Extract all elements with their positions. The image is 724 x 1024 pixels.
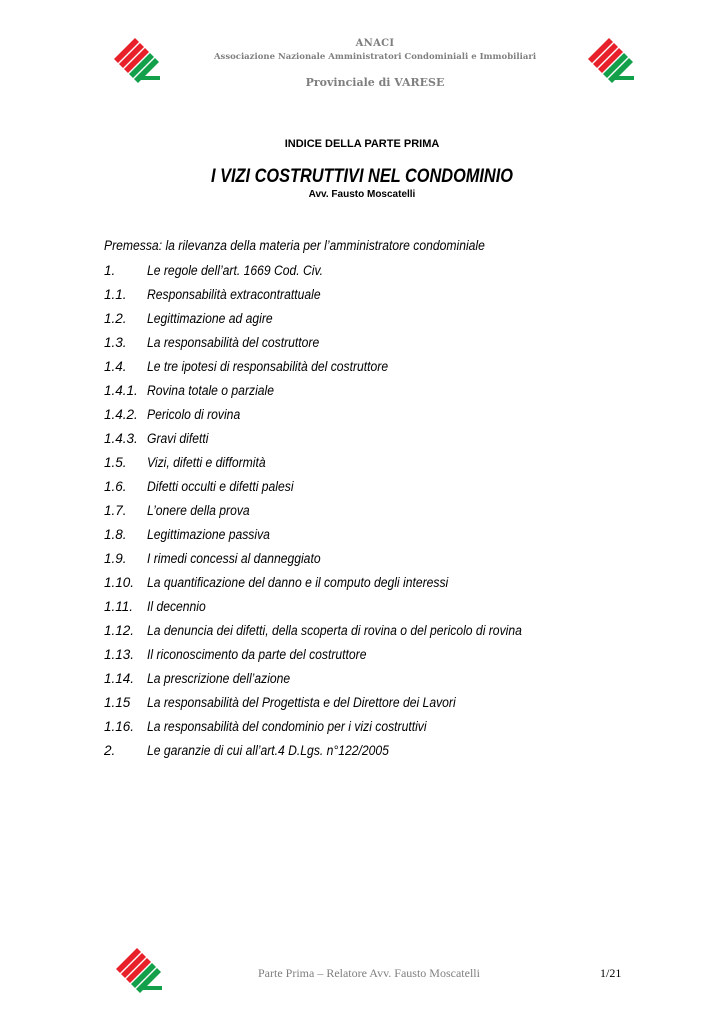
header-org-name: ANACI [355, 38, 395, 49]
toc-item-title: Il riconoscimento da parte del costruttore [147, 647, 367, 662]
toc-item [104, 263, 624, 287]
toc-item-number: 1.7. [104, 503, 127, 518]
toc-item-title: Pericolo di rovina [147, 407, 241, 422]
toc-item-title: Rovina totale o parziale [147, 383, 274, 398]
toc-item-number: 1.16. [104, 719, 135, 734]
toc-item-number: 1.4.3. [104, 431, 138, 446]
toc-item-number: 1.1. [104, 287, 127, 302]
toc-item-title: I rimedi concessi al danneggiato [147, 551, 321, 566]
toc-item [104, 575, 624, 599]
toc-item [104, 695, 624, 719]
toc-item-number: 1.6. [104, 479, 127, 494]
toc-item-number: 1.14. [104, 671, 135, 686]
toc-item-title: La quantificazione del danno e il computo degli interessi [147, 575, 449, 590]
toc-item [104, 383, 624, 407]
toc-item-title: La denuncia dei difetti, della scoperta di rovina o del pericolo di rovina [147, 623, 522, 638]
toc-item-number: 1.5. [104, 455, 127, 470]
toc-item-number: 1.4. [104, 359, 127, 374]
anaci-logo-icon [102, 30, 168, 96]
toc-item-number: 1.13. [104, 647, 135, 662]
toc-item-title: Le regole dell’art. 1669 Cod. Civ. [147, 263, 324, 278]
toc-item-title: Legittimazione passiva [147, 527, 270, 542]
toc-item-title: Gravi difetti [147, 431, 209, 446]
toc-item-number: 1.3. [104, 335, 127, 350]
toc-item-number: 1.2. [104, 311, 127, 326]
toc-item-number: 1.4.2. [104, 407, 138, 422]
toc-item-number: 1. [104, 263, 116, 278]
toc-item-title: Vizi, difetti e difformità [147, 455, 266, 470]
toc-item-title: La responsabilità del Progettista e del Direttore dei Lavori [147, 695, 456, 710]
toc-item [104, 455, 624, 479]
toc-item [104, 719, 624, 743]
toc-item [104, 647, 624, 671]
footer-text: Parte Prima – Relatore Avv. Fausto Moscatelli [258, 966, 480, 980]
toc-item-title: Le garanzie di cui all’art.4 D.Lgs. n°122/2005 [147, 743, 389, 758]
toc-item [104, 479, 624, 503]
toc-item [104, 311, 624, 335]
toc-item-title: Le tre ipotesi di responsabilità del costruttore [147, 359, 389, 374]
page-number: 1/21 [600, 966, 622, 980]
toc-item [104, 431, 624, 455]
toc-item [104, 623, 624, 647]
toc-item-title: La prescrizione dell’azione [147, 671, 291, 686]
toc-premessa: Premessa: la rilevanza della materia per l’amministratore condominiale [104, 238, 485, 253]
toc-item [104, 287, 624, 311]
toc-item [104, 743, 624, 767]
toc-item-title: L’onere della prova [147, 503, 250, 518]
toc-item-title: Il decennio [147, 599, 206, 614]
toc-item [104, 527, 624, 551]
toc-item [104, 335, 624, 359]
anaci-logo-icon [104, 940, 170, 1006]
toc-item-number: 1.15 [104, 695, 131, 710]
toc-item [104, 359, 624, 383]
toc-item [104, 407, 624, 431]
toc-item-title: Legittimazione ad agire [147, 311, 273, 326]
toc-item-number: 1.8. [104, 527, 127, 542]
toc-item [104, 599, 624, 623]
header-org-full-name: Associazione Nazionale Amministratori Condominiali e Immobiliari [213, 52, 537, 62]
toc-item-number: 1.11. [104, 599, 134, 614]
toc-item-number: 1.9. [104, 551, 127, 566]
document-title: I VIZI COSTRUTTIVI NEL CONDOMINIO [210, 166, 513, 187]
toc-item-number: 1.4.1. [104, 383, 138, 398]
toc-item-title: La responsabilità del costruttore [147, 335, 320, 350]
toc-item-number: 2. [104, 743, 116, 758]
toc-item-title: Responsabilità extracontrattuale [147, 287, 321, 302]
toc-item-title: Difetti occulti e difetti palesi [147, 479, 294, 494]
table-of-contents [104, 263, 624, 767]
toc-item-title: La responsabilità del condominio per i vizi costruttivi [147, 719, 427, 734]
toc-item [104, 551, 624, 575]
toc-item [104, 503, 624, 527]
header-province: Provinciale di VARESE [305, 76, 445, 89]
index-title: INDICE DELLA PARTE PRIMA [284, 138, 440, 150]
anaci-logo-icon [576, 30, 642, 96]
toc-item-number: 1.10. [104, 575, 135, 590]
toc-item-number: 1.12. [104, 623, 135, 638]
author: Avv. Fausto Moscatelli [308, 189, 416, 200]
toc-item [104, 671, 624, 695]
